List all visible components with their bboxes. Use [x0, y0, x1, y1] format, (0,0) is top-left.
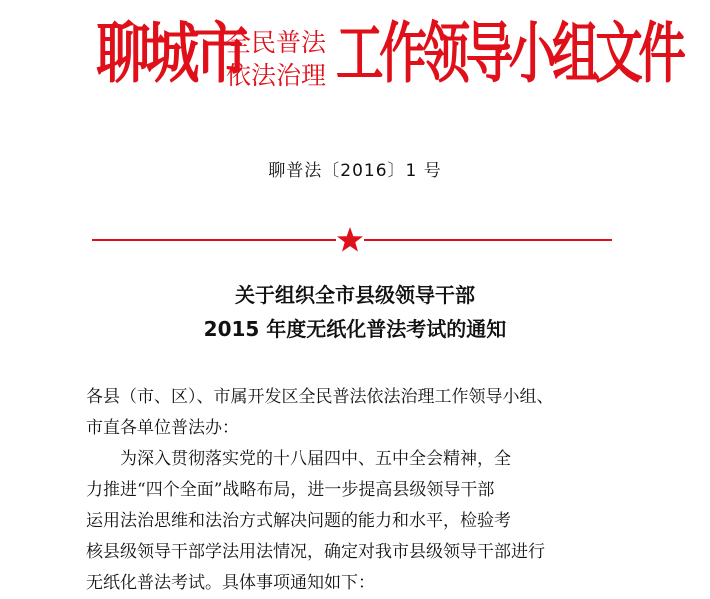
masthead-middle-line2: 依法治理: [226, 61, 327, 90]
masthead-doc-suffix: 工作领导小组文件: [336, 15, 682, 92]
notice-title-line1: 关于组织全市县级领导干部: [235, 283, 475, 307]
addressee: [86, 382, 616, 444]
body-paragraph: [86, 444, 616, 599]
masthead-city: 聊城市: [96, 15, 244, 92]
red-star-icon: [336, 226, 364, 254]
paragraph-line: 运用法治思维和法治方式解决问题的能力和水平，检验考: [86, 511, 511, 531]
notice-title-line2: 2015 年度无纸化普法考试的通知: [203, 317, 507, 341]
red-divider-left: [92, 239, 336, 241]
document-number: 聊普法〔2016〕1 号: [268, 161, 442, 181]
paragraph-line: 核县级领导干部学法用法情况，确定对我市县级领导干部进行: [86, 542, 545, 562]
masthead-middle: [226, 26, 326, 92]
red-masthead: [96, 8, 682, 108]
addressee-line: 市直各单位普法办：: [86, 418, 239, 438]
red-divider-right: [364, 239, 612, 241]
paragraph-line: 无纸化普法考试。具体事项通知如下：: [86, 573, 375, 593]
paragraph-line: 为深入贯彻落实党的十八届四中、五中全会精神，全: [120, 449, 511, 469]
addressee-line: 各县（市、区）、市属开发区全民普法依法治理工作领导小组、: [86, 387, 554, 407]
paragraph-line: 力推进“四个全面”战略布局，进一步提高县级领导干部: [86, 480, 495, 500]
masthead-middle-line1: 全民普法: [226, 28, 327, 57]
